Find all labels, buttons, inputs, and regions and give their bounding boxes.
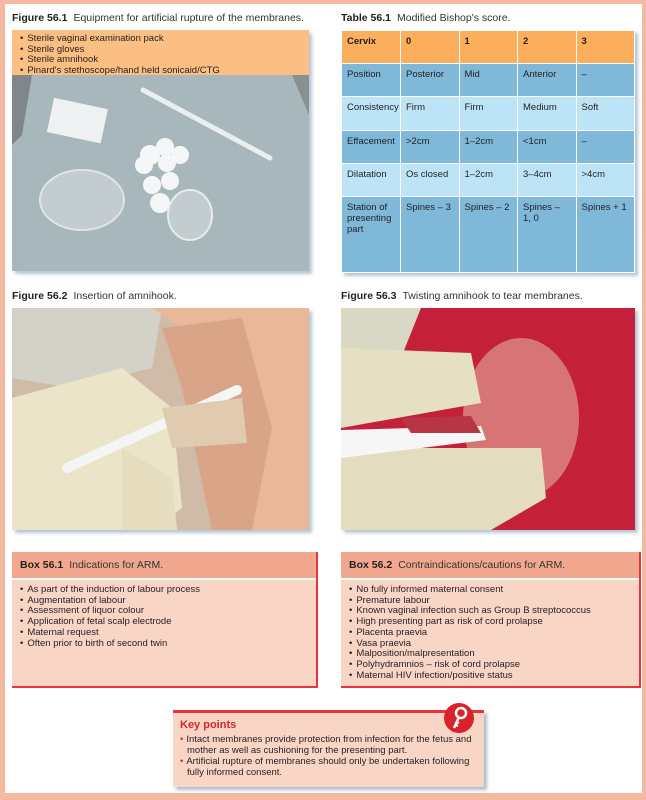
list-item: • As part of the induction of labour process xyxy=(20,585,308,596)
table-cell: Station of presenting part xyxy=(342,196,401,272)
figure-caption-text: Insertion of amnihook. xyxy=(73,290,177,302)
table-row xyxy=(342,163,635,196)
column-header: 0 xyxy=(401,31,460,64)
box-header xyxy=(341,552,639,580)
box-56-2-contraindications xyxy=(341,552,641,688)
list-item: • High presenting part as risk of cord prolapse xyxy=(349,617,631,628)
key-points-box xyxy=(173,710,484,787)
page xyxy=(5,4,642,793)
table-row xyxy=(342,130,635,163)
list-item: • Maternal HIV infection/positive status xyxy=(349,671,631,682)
equipment-photo xyxy=(12,75,309,271)
column-header: 1 xyxy=(459,31,518,64)
table-cell: Spines – 3 xyxy=(401,196,460,272)
table-cell: Os closed xyxy=(401,163,460,196)
box-label: Box 56.1 xyxy=(20,559,64,571)
table-cell: Consistency xyxy=(342,97,401,130)
key-points-title: Key points xyxy=(180,719,237,731)
table-cell: Mid xyxy=(459,64,518,97)
table-cell: Anterior xyxy=(518,64,577,97)
table-row xyxy=(342,196,635,272)
equipment-photo-illustration xyxy=(12,75,309,271)
list-item: • Maternal request xyxy=(20,628,308,639)
list-item: • Sterile gloves xyxy=(20,45,301,56)
list-item: • Vasa praevia xyxy=(349,639,631,650)
table-cell: 3–4cm xyxy=(518,163,577,196)
table-cell: 1–2cm xyxy=(459,163,518,196)
figure-56-2-photo xyxy=(12,308,309,530)
list-item: • Artificial rupture of membranes should only be undertaken following fully informed consent. xyxy=(180,756,475,778)
table-cell: – xyxy=(576,130,635,163)
list-item: • Pinard's stethoscope/hand held sonicaid/CTG xyxy=(20,66,301,77)
list-item: • Sterile amnihook xyxy=(20,55,301,66)
table-cell: <1cm xyxy=(518,130,577,163)
list-item: • Polyhydramnios – risk of cord prolapse xyxy=(349,660,631,671)
table-label: Table 56.1 xyxy=(341,12,391,24)
figure-56-3-caption xyxy=(341,290,583,302)
table-row xyxy=(342,64,635,97)
table-caption-text: Modified Bishop's score. xyxy=(397,12,511,24)
figure-caption-text: Twisting amnihook to tear membranes. xyxy=(402,290,583,302)
figure-56-1 xyxy=(12,30,309,271)
key-icon xyxy=(444,703,474,733)
table-cell: Soft xyxy=(576,97,635,130)
figure-label: Figure 56.1 xyxy=(12,12,68,24)
amnihook-insertion-illustration xyxy=(12,308,309,530)
table-cell: Medium xyxy=(518,97,577,130)
list-item: • Assessment of liquor colour xyxy=(20,606,308,617)
box-56-1-indications xyxy=(12,552,318,688)
table-header-row xyxy=(342,31,635,64)
membrane-tearing-illustration xyxy=(341,308,635,530)
box-header xyxy=(12,552,316,580)
column-header: Cervix xyxy=(342,31,401,64)
figure-56-2-caption xyxy=(12,290,177,302)
table-cell: Firm xyxy=(459,97,518,130)
table-cell: Effacement xyxy=(342,130,401,163)
table-cell: Posterior xyxy=(401,64,460,97)
figure-56-3-photo xyxy=(341,308,635,530)
column-header: 2 xyxy=(518,31,577,64)
box-title: Contraindications/cautions for ARM. xyxy=(398,559,566,571)
figure-label: Figure 56.2 xyxy=(12,290,68,302)
table-cell: Spines – 1, 0 xyxy=(518,196,577,272)
table-cell: >4cm xyxy=(576,163,635,196)
list-item: • Sterile vaginal examination pack xyxy=(20,34,301,45)
list-item: • Malposition/malpresentation xyxy=(349,649,631,660)
table-cell: Dilatation xyxy=(342,163,401,196)
figure-caption-text: Equipment for artificial rupture of the membranes. xyxy=(73,12,304,24)
box-title: Indications for ARM. xyxy=(69,559,164,571)
table-56-1-caption xyxy=(341,12,510,24)
equipment-list xyxy=(12,30,309,75)
list-item: • Known vaginal infection such as Group B streptococcus xyxy=(349,606,631,617)
table-cell: Spines – 2 xyxy=(459,196,518,272)
list-item: • Application of fetal scalp electrode xyxy=(20,617,308,628)
table-cell: Position xyxy=(342,64,401,97)
list-item: • Premature labour xyxy=(349,596,631,607)
table-cell: 1–2cm xyxy=(459,130,518,163)
column-header: 3 xyxy=(576,31,635,64)
table-cell: Firm xyxy=(401,97,460,130)
list-item: • Augmentation of labour xyxy=(20,596,308,607)
figure-label: Figure 56.3 xyxy=(341,290,397,302)
list-item: • Intact membranes provide protection from infection for the fetus and mother as well as cushioning for the presenting part. xyxy=(180,734,475,756)
bishop-score-table xyxy=(341,30,635,273)
figure-56-1-caption xyxy=(12,12,304,24)
table-cell: >2cm xyxy=(401,130,460,163)
table-cell: Spines + 1 xyxy=(576,196,635,272)
table-cell: – xyxy=(576,64,635,97)
list-item: • Placenta praevia xyxy=(349,628,631,639)
list-item: • No fully informed maternal consent xyxy=(349,585,631,596)
list-item: • Often prior to birth of second twin xyxy=(20,639,308,650)
table-row xyxy=(342,97,635,130)
box-label: Box 56.2 xyxy=(349,559,393,571)
